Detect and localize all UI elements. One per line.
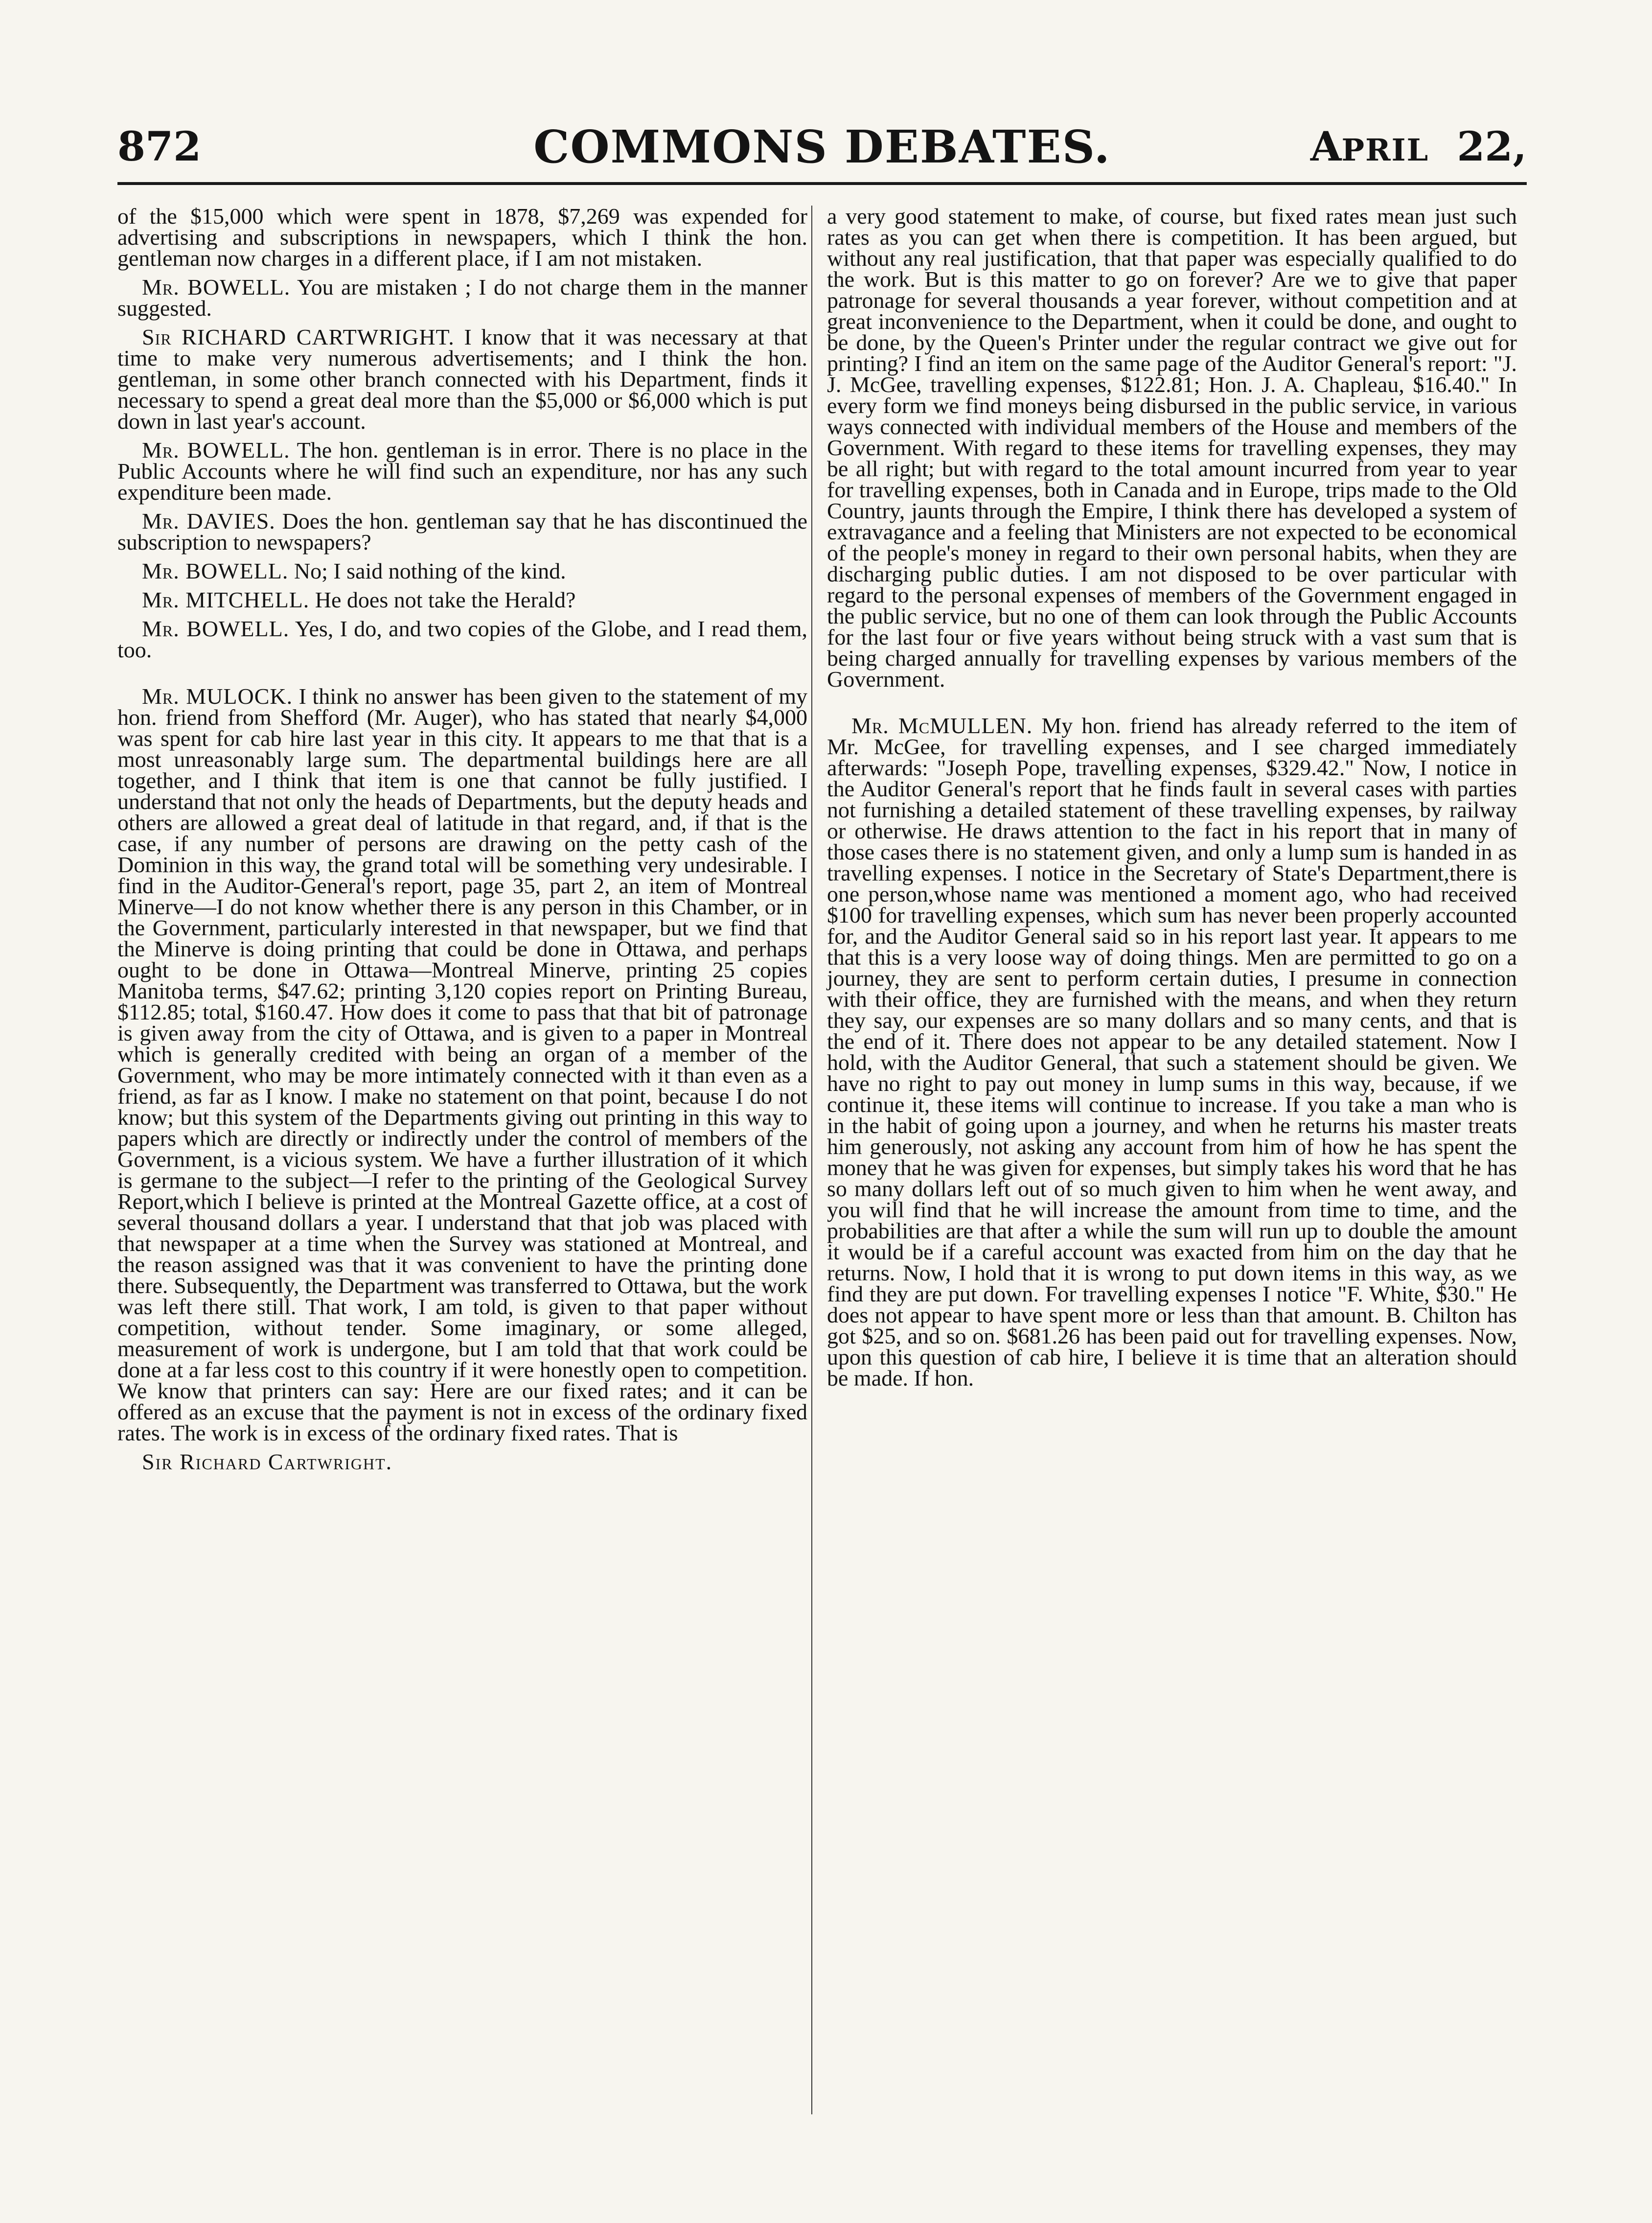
- paragraph-text: You are mistaken ; I do not charge them in the manner suggested.: [117, 275, 807, 321]
- running-foot: Sir Richard Cartwright.: [142, 1449, 393, 1474]
- speaker-name: Mr. DAVIES.: [142, 509, 275, 533]
- speaker-name: Mr. MULOCK.: [142, 684, 293, 709]
- speaker-name: Mr. MITCHELL.: [142, 587, 310, 612]
- speaker-name: Sir RICHARD CARTWRIGHT.: [142, 324, 455, 349]
- column-divider: [811, 206, 812, 2114]
- paragraph-text: I think no answer has been given to the statement of my hon. friend from Shefford (Mr. Auger), who has stated that nearly $4,000 was spent for cab hire last year in this city. It appears to me that that is a most unreasonably large sum. The departmental buildings here are all together, and I think that item is one that cannot be fully justified. I understand that not only the heads of Departments, but the deputy heads and others are allowed a great deal of latitude in that regard, and, if that is the case, if any number of persons are drawing on the petty cash of the Dominion in this way, the grand total will be something very undesirable. I find in the Auditor-General's report, page 35, part 2, an item of Montreal Minerve—I do not know whether there is any person in this Chamber, or in the Government, particularly interested in that newspaper, but we find that the Minerve is doing printing that could be done in Ottawa, and perhaps ought to be done in Ottawa—Montreal Minerve, printing 25 copies Manitoba terms, $47.62; printing 3,120 copies report on Printing Bureau, $112.85; total, $160.47. How does it come to pass that that bit of patronage is given away from the city of Ottawa, and is given to a paper in Montreal which is generally credited with being an organ of a member of the Government, who may be more intimately connected with it than even as a friend, as far as I know. I make no statement on that point, because I do not know; but this system of the Departments giving out printing in this way to papers which are directly or indirectly under the control of members of the Government, is a vicious system. We have a further illustration of it which is germane to the subject—I refer to the printing of the Geological Survey Report,which I believe is printed at the Montreal Gazette office, at a cost of several thousand dollars a year. I understand that that job was placed with that newspaper at a time when the Survey was stationed at Montreal, and the reason assigned was that it was convenient to have the printing done there. Subsequently, the Department was transferred to Ottawa, but the work was left there still. That work, I am told, is given to that paper without competition, without tender. Some imaginary, or some alleged, measurement of work is undergone, but I am told that that work could be done at a far less cost to this country if it were honestly open to competition. We know that printers can say: Here are our fixed rates; and it can be offered as an excuse that the payment is not in excess of the ordinary fixed rates. The work is in excess of the ordinary fixed rates. That is: [117, 684, 808, 1445]
- debate-paragraph: [117, 326, 807, 432]
- speaker-name: Mr. BOWELL.: [142, 438, 290, 463]
- debate-paragraph: [117, 510, 807, 553]
- paragraph-text: a very good statement to make, of course, but fixed rates mean just such rates as you can get when there is competition. It has been argued, but without any real justification, that that paper was especially qualified to do the work. But is this matter to go on forever? Are we to give that paper patronage for several thousands a year forever, without competition and at great inconvenience to the Department, when it could be done, and ought to be done, by the Queen's Printer under the regular contract we give out for printing? I find an item on the same page of the Auditor General's report: "J. J. McGee, travelling expenses, $122.81; Hon. J. A. Chapleau, $16.40." In every form we find moneys being disbursed in the public service, in various ways connected with individual members of the House and members of the Government. With regard to these items for travelling expenses, they may be all right; but with regard to the total amount incurred from year to year for travelling expenses, both in Canada and in Europe, trips made to the Old Country, jaunts through the Empire, I think there has developed a system of extravagance and a feeling that Ministers are not expected to be economical of the people's money in regard to their own personal habits, when they are discharging public duties. I am not disposed to be over particular with regard to the personal expenses of members of the Government engaged in the public service, but no one of them can look through the Public Accounts for the last four or five years without being struck with a vast sum that is being charged annually for travelling expenses by various members of the Government.: [827, 204, 1517, 692]
- debate-paragraph: [827, 715, 1517, 1389]
- page-number: 872: [117, 123, 202, 170]
- debate-paragraph: [117, 686, 807, 1443]
- date-month-rest: PRIL: [1341, 132, 1429, 168]
- speaker-name: Mr. McMULLEN.: [851, 713, 1033, 738]
- debate-paragraph: [117, 560, 807, 581]
- debate-paragraph: [117, 440, 807, 503]
- page-header: [117, 117, 1527, 176]
- date-day: 22,: [1457, 123, 1527, 170]
- date-initial: A: [1310, 123, 1342, 170]
- issue-date: [1310, 117, 1527, 180]
- paragraph-text: He does not take the Herald?: [315, 587, 576, 612]
- debate-paragraph: [117, 277, 807, 319]
- header-rule: [117, 182, 1527, 185]
- paragraph-text: I know that it was necessary at that time to make very numerous advertisements; and I think the hon. gentleman, in some other branch connected with his Department, finds it necessary to spend a great deal more than the $5,000 or $6,000 which is put down in last year's account.: [117, 324, 807, 434]
- paragraph-text: No; I said nothing of the kind.: [294, 558, 566, 583]
- paragraph-text: Yes, I do, and two copies of the Globe, and I read them, too.: [117, 616, 808, 662]
- speaker-name: Mr. BOWELL.: [142, 558, 289, 583]
- debate-paragraph: [117, 618, 807, 660]
- journal-title: COMMONS DEBATES.: [533, 120, 1111, 173]
- paragraph-text: The hon. gentleman is in error. There is no place in the Public Accounts where he will find such an expenditure, nor has any such expenditure been made.: [117, 438, 808, 505]
- paragraph-text: My hon. friend has already referred to the item of Mr. McGee, for travelling expenses, and I see charged immediately afterwards: "Joseph Pope, travelling expenses, $329.42." Now, I notice in the Auditor General's report that he finds fault in several cases with parties not furnishing a detailed statement of these travelling expenses, by railway or otherwise. He draws attention to the fact in his report that in many of those cases there is no statement given, and only a lump sum is handed in as travelling expenses. I notice in the Secretary of State's Department,there is one person,whose name was mentioned a moment ago, who had received $100 for travelling expenses, which sum has never been properly accounted for, and the Auditor General said so in his report last year. It appears to me that this is a very loose way of doing things. Men are permitted to go on a journey, they are sent to perform certain duties, I presume in connection with their office, they are furnished with the means, and when they return they say, our expenses are so many dollars and so many cents, and that is the end of it. There does not appear to be any detailed statement. Now I hold, with the Auditor General, that such a statement should be given. We have no right to pay out money in lump sums in this way, because, if we continue it, these items will continue to increase. If you take a man who is in the habit of going upon a journey, and when he returns his master treats him generously, not asking any account from him of how he has spent the money that he was given for expenses, but simply takes his word that he has so many dollars left out of so much given to him when he went away, and you will find that he will increase the amount from time to time, and the probabilities are that after a while the sum will run up to double the amount it would be if a careful account was exacted from him on the day that he returns. Now, I hold that it is wrong to put down items in this way, as we find they are put down. For travelling expenses I notice "F. White, $30." He does not appear to have spent more or less than that amount. B. Chilton has got $25, and so on. $681.26 has been paid out for travelling expenses. Now, upon this question of cab hire, I believe it is time that an alteration should be made. If hon.: [827, 713, 1517, 1390]
- left-column: [117, 206, 807, 1472]
- paragraph-text: of the $15,000 which were spent in 1878, $7,269 was expended for advertising and subscriptions in newspapers, which I think the hon. gentleman now charges in a different place, if I am not mistaken.: [117, 204, 807, 271]
- speaker-name: Mr. BOWELL.: [142, 616, 290, 641]
- debate-paragraph: [117, 589, 807, 610]
- right-column: [827, 206, 1517, 1396]
- debate-paragraph: [117, 206, 807, 269]
- debate-paragraph: [827, 206, 1517, 690]
- paragraph-text: Does the hon. gentleman say that he has discontinued the subscription to newspapers?: [117, 509, 808, 555]
- speaker-name: Mr. BOWELL.: [142, 275, 291, 300]
